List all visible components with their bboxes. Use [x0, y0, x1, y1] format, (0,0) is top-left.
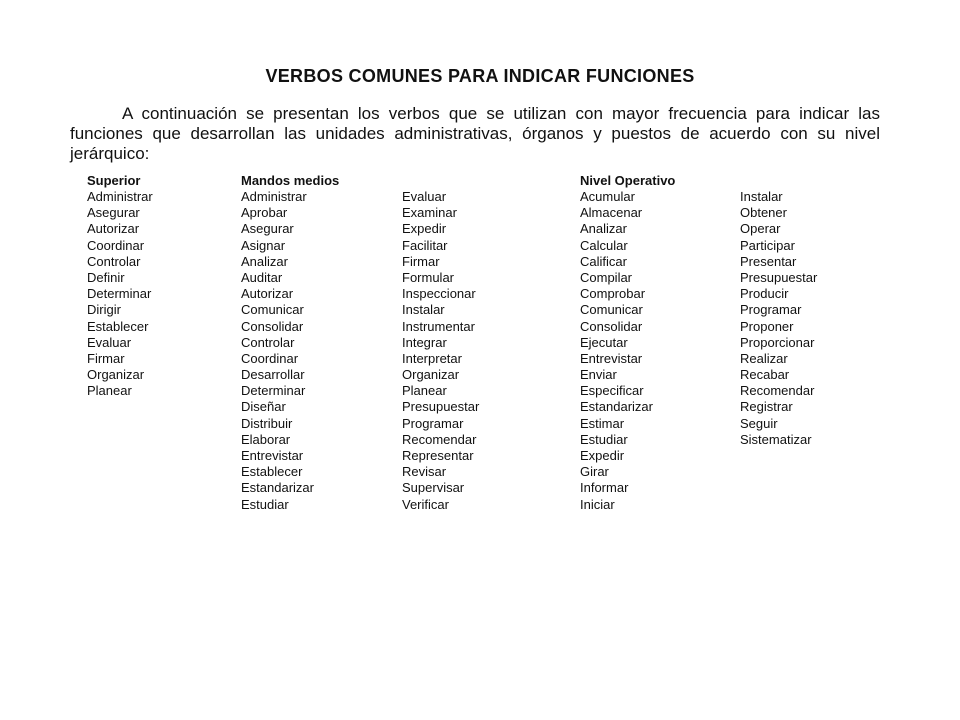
verb-item: Iniciar [580, 496, 615, 512]
verb-item: Consolidar [580, 318, 643, 334]
verb-item: Inspeccionar [402, 286, 476, 302]
column-nivel-operativo-continued [740, 189, 817, 448]
verb-item: Asegurar [87, 205, 140, 221]
verb-item: Organizar [402, 367, 460, 383]
verb-item: Calificar [580, 253, 627, 269]
verb-item: Programar [740, 302, 802, 318]
verb-item: Entrevistar [241, 448, 304, 463]
verb-item: Producir [740, 286, 789, 302]
verb-item: Expedir [402, 221, 447, 237]
verb-item: Realizar [740, 350, 788, 366]
column-superior [87, 172, 153, 399]
verb-list-mandos-medios-1 [241, 189, 339, 513]
verb-item: Informar [580, 480, 629, 496]
verb-item: Dirigir [87, 302, 121, 318]
column-header-nivel-operativo: Nivel Operativo [580, 173, 676, 188]
verb-item: Consolidar [241, 318, 304, 334]
verb-item: Planear [87, 383, 132, 399]
verb-item: Presupuestar [402, 399, 480, 415]
verb-item: Verificar [402, 496, 449, 512]
column-mandos-medios [241, 172, 339, 513]
verb-item: Elaborar [241, 431, 291, 447]
verb-item: Administrar [87, 189, 153, 204]
verb-item: Expedir [580, 448, 625, 463]
verb-item: Distribuir [241, 415, 293, 431]
verb-item: Autorizar [241, 286, 294, 302]
verb-item: Programar [402, 415, 464, 431]
verb-item: Representar [402, 448, 474, 463]
verb-item: Asignar [241, 237, 286, 253]
verb-item: Auditar [241, 269, 283, 285]
verb-item: Determinar [87, 286, 152, 302]
verb-list-superior [87, 189, 153, 399]
verb-item: Comunicar [580, 302, 643, 318]
verb-item: Acumular [580, 189, 635, 204]
verb-item: Entrevistar [580, 350, 643, 366]
verb-item: Controlar [87, 253, 141, 269]
verb-item: Seguir [740, 415, 778, 431]
verb-item: Definir [87, 269, 125, 285]
verb-item: Sistematizar [740, 431, 812, 447]
verb-item: Comunicar [241, 302, 304, 318]
verb-item: Operar [740, 221, 781, 237]
verb-item: Instalar [402, 302, 445, 318]
verb-item: Supervisar [402, 480, 465, 496]
verb-item: Establecer [241, 464, 303, 480]
verb-item: Asegurar [241, 221, 294, 237]
verb-item: Especificar [580, 383, 644, 399]
verb-item: Recomendar [402, 431, 477, 447]
verb-item: Instrumentar [402, 318, 475, 334]
verb-item: Revisar [402, 464, 447, 480]
verb-item: Autorizar [87, 221, 140, 237]
verb-item: Recabar [740, 367, 790, 383]
verb-item: Registrar [740, 399, 793, 415]
verb-list-nivel-operativo-1 [580, 189, 675, 513]
verb-item: Estudiar [241, 496, 289, 512]
verb-item: Obtener [740, 205, 787, 221]
verb-item: Comprobar [580, 286, 646, 302]
verb-item: Calcular [580, 237, 628, 253]
intro-paragraph: A continuación se presentan los verbos que se utilizan con mayor frecuencia para indicar las funciones que desarrollan las unidades administrativas, órganos y puestos de acuerdo con su nivel jerárquico: [70, 104, 880, 163]
verb-item: Aprobar [241, 205, 288, 221]
verb-item: Firmar [402, 253, 440, 269]
column-nivel-operativo [580, 172, 675, 513]
verb-item: Integrar [402, 334, 447, 350]
verb-item: Presentar [740, 253, 797, 269]
verb-item: Participar [740, 237, 795, 253]
verb-item: Planear [402, 383, 447, 399]
verb-item: Administrar [241, 189, 307, 204]
verb-item: Evaluar [87, 334, 132, 350]
verb-item: Coordinar [87, 237, 145, 253]
verb-item: Establecer [87, 318, 149, 334]
verb-item: Determinar [241, 383, 306, 399]
verb-item: Estandarizar [580, 399, 653, 415]
verb-item: Instalar [740, 189, 783, 204]
document-title: VERBOS COMUNES PARA INDICAR FUNCIONES [265, 66, 695, 86]
verb-item: Estimar [580, 415, 625, 431]
verb-item: Ejecutar [580, 334, 628, 350]
column-header-superior: Superior [87, 173, 141, 188]
verb-item: Girar [580, 464, 609, 480]
verb-item: Organizar [87, 367, 145, 383]
verb-item: Analizar [241, 253, 288, 269]
verb-item: Presupuestar [740, 269, 818, 285]
verb-item: Compilar [580, 269, 633, 285]
verb-item: Firmar [87, 350, 125, 366]
verb-item: Interpretar [402, 350, 462, 366]
verb-item: Facilitar [402, 237, 448, 253]
column-header-mandos-medios: Mandos medios [241, 173, 340, 188]
verb-item: Estudiar [580, 431, 628, 447]
verb-item: Controlar [241, 334, 295, 350]
verb-item: Almacenar [580, 205, 643, 221]
verb-item: Coordinar [241, 350, 299, 366]
verb-item: Evaluar [402, 189, 447, 204]
verb-item: Recomendar [740, 383, 815, 399]
verb-item: Analizar [580, 221, 627, 237]
verb-item: Enviar [580, 367, 617, 383]
verb-list-mandos-medios-2 [402, 189, 479, 513]
verb-item: Desarrollar [241, 367, 305, 383]
verb-item: Formular [402, 269, 455, 285]
column-mandos-medios-continued [402, 189, 479, 513]
verb-list-nivel-operativo-2 [740, 189, 817, 448]
verb-item: Proponer [740, 318, 794, 334]
verb-item: Proporcionar [740, 334, 815, 350]
verb-item: Examinar [402, 205, 457, 221]
verb-item: Estandarizar [241, 480, 314, 496]
verb-item: Diseñar [241, 399, 286, 415]
